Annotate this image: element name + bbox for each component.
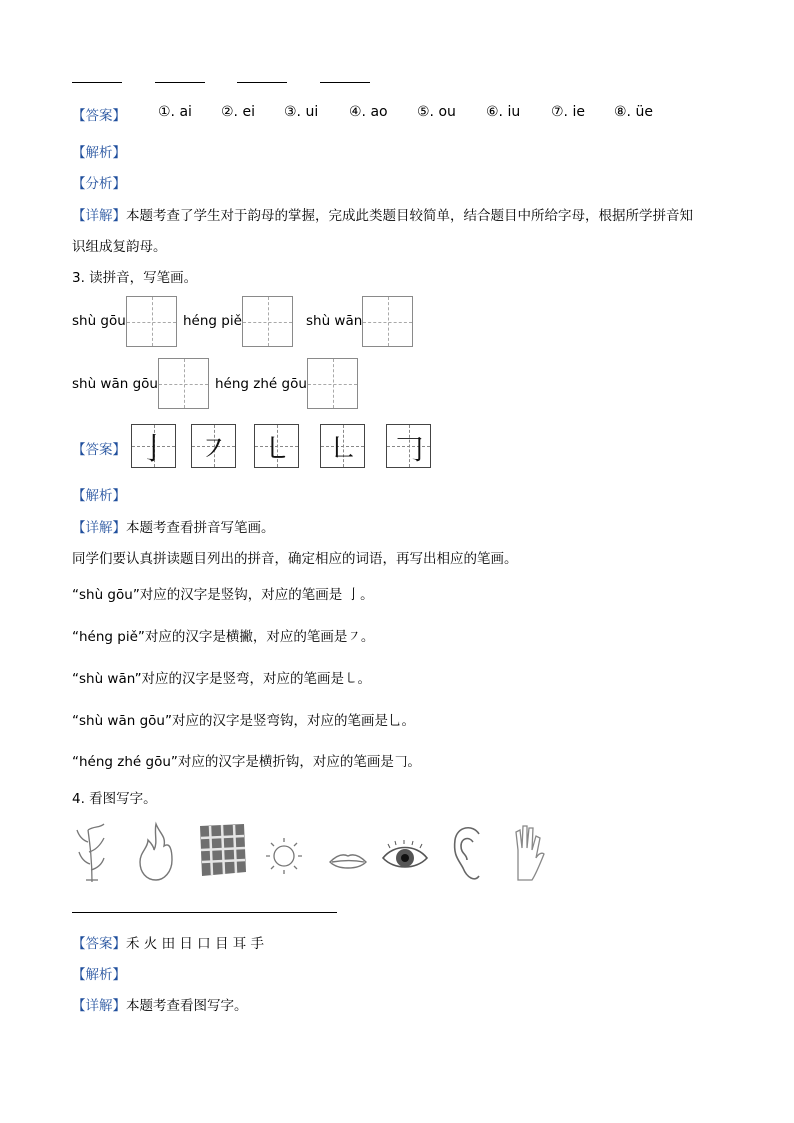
answer-blank-1: [72, 82, 122, 83]
detail-label-4: 【详解】: [72, 998, 126, 1014]
answer-label-4: 【答案】: [72, 936, 126, 952]
explain-line-5: “héng zhé gōu”对应的汉字是横折钩，对应的笔画是𠃌。: [72, 754, 421, 770]
writing-grid-5[interactable]: [307, 358, 358, 409]
hand-icon: [508, 820, 548, 886]
detail-row-3: [72, 516, 275, 536]
detail-text: 本题考查了学生对于韵母的掌握，完成此类题目较简单，结合题目中所给字母，根据所学拼音知: [126, 208, 693, 224]
detail-row: [72, 204, 693, 224]
explain-line-2: “héng piě”对应的汉字是横撇，对应的笔画是㇇。: [72, 629, 375, 645]
analysis-label-3: 【解析】: [72, 488, 126, 504]
answer-row-4: [72, 932, 264, 952]
answer-stroke-box-1: [131, 424, 176, 468]
answer-stroke-4: ㇗: [327, 432, 358, 467]
writing-grid-2[interactable]: [242, 296, 293, 347]
detail-label-3: 【详解】: [72, 520, 126, 536]
ear-icon: [449, 820, 489, 888]
detail-label: 【详解】: [72, 208, 126, 224]
explain-line-4: “shù wān gōu”对应的汉字是竖弯钩，对应的笔画是乚。: [72, 713, 415, 729]
answer-blank-4: [320, 82, 370, 83]
answer-label: 【答案】: [72, 108, 126, 124]
option-6: ⑥. iu: [486, 104, 521, 120]
detail-text-continued: 识组成复韵母。: [72, 239, 167, 255]
writing-grid-3[interactable]: [362, 296, 413, 347]
question-3-title: 3. 读拼音，写笔画。: [72, 270, 198, 286]
option-5: ⑤. ou: [417, 104, 456, 120]
answer-blank-2: [155, 82, 205, 83]
option-1: ①. ai: [158, 104, 192, 120]
answer-stroke-3: ㇄: [261, 432, 292, 467]
grain-plant-icon: [74, 820, 122, 884]
pinyin-heng-pie: héng piě: [183, 313, 242, 329]
answer-stroke-5: 𠃌: [393, 432, 424, 467]
answer-stroke-box-2: [191, 424, 236, 468]
option-8: ⑧. üe: [614, 104, 653, 120]
fire-icon: [136, 820, 176, 884]
pinyin-heng-zhe-gou: héng zhé gōu: [215, 376, 307, 392]
analysis-label: 【解析】: [72, 145, 126, 161]
question-4-title: 4. 看图写字。: [72, 791, 157, 807]
intro-line: 同学们要认真拼读题目列出的拼音，确定相应的词语，再写出相应的笔画。: [72, 551, 518, 567]
option-3: ③. ui: [284, 104, 319, 120]
pinyin-shu-gou: shù gōu: [72, 313, 126, 329]
field-icon: [196, 820, 248, 878]
explain-line-3: “shù wān”对应的汉字是竖弯，对应的笔画是㇄。: [72, 671, 372, 687]
writing-grid-1[interactable]: [126, 296, 177, 347]
sun-icon: [262, 820, 306, 884]
answer-stroke-1: 亅: [138, 432, 169, 467]
explain-line-1: “shù gōu”对应的汉字是竖钩，对应的笔画是 亅。: [72, 587, 374, 603]
answer-text-4: 禾 火 田 日 口 目 耳 手: [126, 936, 265, 952]
detail-text-4: 本题考查看图写字。: [126, 998, 248, 1014]
pinyin-shu-wan-gou: shù wān gōu: [72, 376, 158, 392]
answer-line: [72, 912, 337, 913]
fenxi-label: 【分析】: [72, 176, 126, 192]
option-7: ⑦. ie: [551, 104, 585, 120]
answer-blank-3: [237, 82, 287, 83]
detail-row-4: [72, 994, 248, 1014]
eye-icon: [380, 820, 430, 884]
answer-stroke-2: ㇇: [198, 432, 229, 467]
answer-stroke-box-4: [320, 424, 365, 468]
answer-label-3: 【答案】: [72, 442, 126, 458]
mouth-icon: [326, 820, 370, 884]
answer-stroke-box-3: [254, 424, 299, 468]
pinyin-shu-wan: shù wān: [306, 313, 363, 329]
writing-grid-4[interactable]: [158, 358, 209, 409]
analysis-label-4: 【解析】: [72, 967, 126, 983]
answer-stroke-box-5: [386, 424, 431, 468]
option-2: ②. ei: [221, 104, 255, 120]
option-4: ④. ao: [349, 104, 388, 120]
detail-text-3: 本题考查看拼音写笔画。: [126, 520, 275, 536]
